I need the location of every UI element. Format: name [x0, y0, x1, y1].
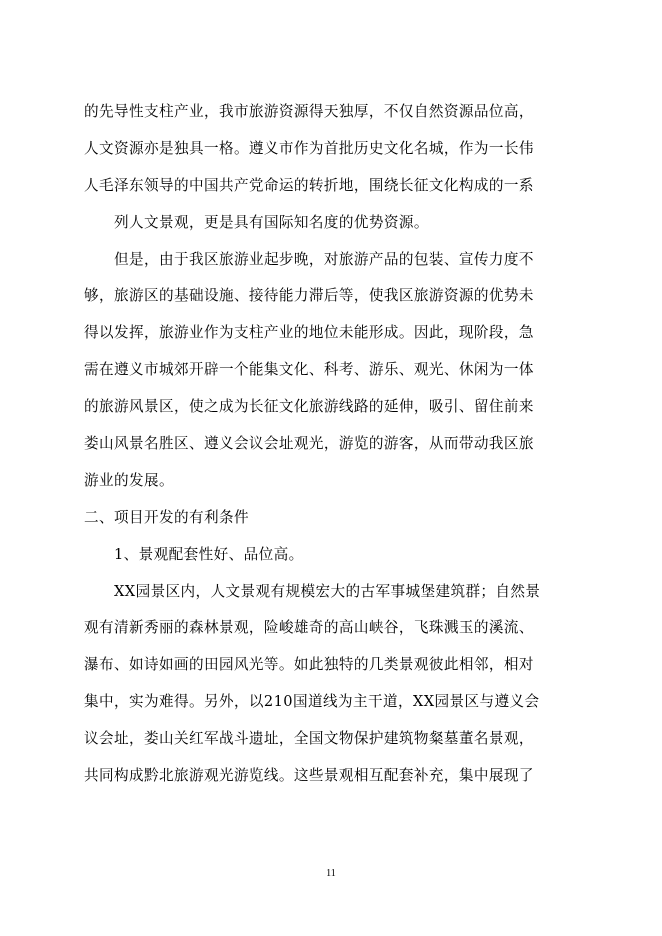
text-line: 瀑布、如诗如画的田园风光等。如此独特的几类景观彼此相邻，相对 — [84, 656, 534, 674]
paragraph-start-line: 但是，由于我区旅游业起步晚，对旅游产品的包装、宣传力度不 — [114, 250, 534, 268]
text-line: 得以发挥，旅游业作为支柱产业的地位未能形成。因此，现阶段，急 — [84, 324, 534, 342]
page-number: 11 — [326, 868, 336, 879]
text-line: 娄山风景名胜区、遵义会议会址观光，游览的游客，从而带动我区旅 — [84, 435, 534, 453]
body-text — [84, 94, 588, 795]
paragraph-start-line: XX园景区内，人文景观有规模宏大的古军事城堡建筑群；自然景 — [114, 582, 541, 600]
text-line: 游业的发展。 — [84, 471, 174, 489]
text-line: 够，旅游区的基础设施、接待能力滞后等，使我区旅游资源的优势未 — [84, 287, 534, 305]
section-heading: 二、项目开发的有利条件 — [84, 508, 249, 526]
text-line: 集中，实为难得。另外，以210国道线为主干道，XX园景区与遵义会 — [84, 693, 540, 711]
text-line: 观有清新秀丽的森林景观，险峻雄奇的高山峡谷，飞珠溅玉的溪流、 — [84, 619, 534, 637]
text-line: 需在遵义市城郊开辟一个能集文化、科考、游乐、观光、休闲为一体 — [84, 361, 534, 379]
subsection-heading: 1、景观配套性好、品位高。 — [114, 545, 304, 563]
text-line: 共同构成黔北旅游观光游览线。这些景观相互配套补充，集中展现了 — [84, 767, 534, 785]
text-line: 议会址，娄山关红军战斗遗址，全国文物保护建筑物粲墓董名景观， — [84, 730, 534, 748]
text-line: 的先导性支柱产业，我市旅游资源得天独厚，不仅自然资源品位高， — [84, 103, 534, 120]
text-line: 的旅游风景区，使之成为长征文化旅游线路的延伸，吸引、留住前来 — [84, 398, 534, 416]
text-line: 人毛泽东领导的中国共产党命运的转折地，围绕长征文化构成的一系 — [84, 176, 534, 194]
text-line: 人文资源亦是独具一格。遵义市作为首批历史文化名城，作为一长伟 — [84, 139, 534, 157]
text-line: 列人文景观，更是具有国际知名度的优势资源。 — [114, 213, 429, 231]
